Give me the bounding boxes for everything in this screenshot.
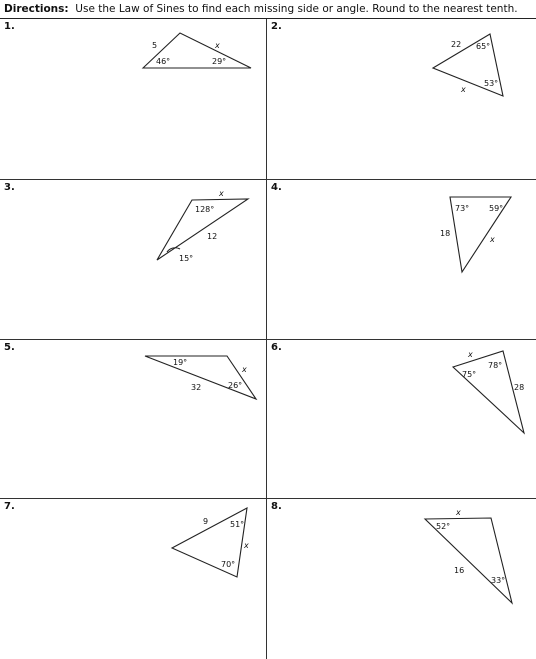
- problem-8-triangle: [425, 508, 512, 603]
- problem-5-triangle: [145, 356, 256, 399]
- triangle-1-side-label: 5: [152, 41, 158, 50]
- triangle-2-unknown-label: x: [461, 85, 466, 94]
- triangle-1-angle-label: 46°: [156, 57, 171, 66]
- problem-3-triangle: [157, 189, 248, 263]
- problem-1-triangle: [143, 33, 251, 68]
- triangle-1-angle-label-2: 29°: [212, 57, 227, 66]
- triangle-8-angle-label: 52°: [436, 522, 451, 531]
- problem-4-number: 4.: [271, 182, 282, 193]
- triangle-3-angle-label-2: 15°: [179, 254, 194, 263]
- triangle-7-unknown-label: x: [244, 541, 249, 550]
- triangle-8-side-label: 16: [454, 566, 465, 575]
- problem-7-triangle: [172, 508, 249, 577]
- triangle-4-side-label: 18: [440, 229, 451, 238]
- triangle-5-side-label: 32: [191, 383, 202, 392]
- problem-4-triangle: [440, 197, 511, 272]
- triangle-3-angle-label: 128°: [195, 205, 215, 214]
- triangle-3-side-label: 12: [207, 232, 218, 241]
- directions-heading: Directions:: [4, 3, 69, 15]
- problem-6-number: 6.: [271, 342, 282, 353]
- triangle-7-side-label: 9: [203, 517, 209, 526]
- problem-8-number: 8.: [271, 501, 282, 512]
- triangle-8-unknown-label: x: [456, 508, 461, 517]
- triangle-2-side-label: 22: [451, 40, 462, 49]
- triangle-1-unknown-label: x: [215, 41, 220, 50]
- triangle-4-unknown-label: x: [490, 235, 495, 244]
- triangle-5-unknown-label: x: [242, 365, 247, 374]
- triangle-3-unknown-label: x: [219, 189, 224, 198]
- problem-6-triangle: [453, 350, 524, 433]
- triangle-5-shape: [145, 356, 256, 399]
- triangle-2-angle-label-2: 53°: [484, 79, 499, 88]
- problem-1-number: 1.: [4, 21, 15, 32]
- problem-2-triangle: [433, 34, 503, 96]
- triangle-6-unknown-label: x: [468, 350, 473, 359]
- triangle-4-angle-label-2: 59°: [489, 204, 504, 213]
- triangle-4-angle-label: 73°: [455, 204, 470, 213]
- triangle-7-angle-label: 51°: [230, 520, 245, 529]
- triangle-6-side-label: 28: [514, 383, 525, 392]
- triangle-8-angle-label-2: 33°: [491, 576, 506, 585]
- directions-text: Use the Law of Sines to find each missing side or angle. Round to the nearest tenth.: [75, 3, 518, 15]
- triangle-7-angle-label-2: 70°: [221, 560, 236, 569]
- triangle-6-angle-label: 78°: [488, 361, 503, 370]
- triangle-6-angle-label-2: 75°: [462, 370, 477, 379]
- triangle-5-angle-label-2: 26°: [228, 381, 243, 390]
- triangle-7-shape: [172, 508, 247, 577]
- problem-3-number: 3.: [4, 182, 15, 193]
- triangle-5-angle-label: 19°: [173, 358, 188, 367]
- problem-7-number: 7.: [4, 501, 15, 512]
- problem-5-number: 5.: [4, 342, 15, 353]
- triangle-2-angle-label: 65°: [476, 42, 491, 51]
- problem-2-number: 2.: [271, 21, 282, 32]
